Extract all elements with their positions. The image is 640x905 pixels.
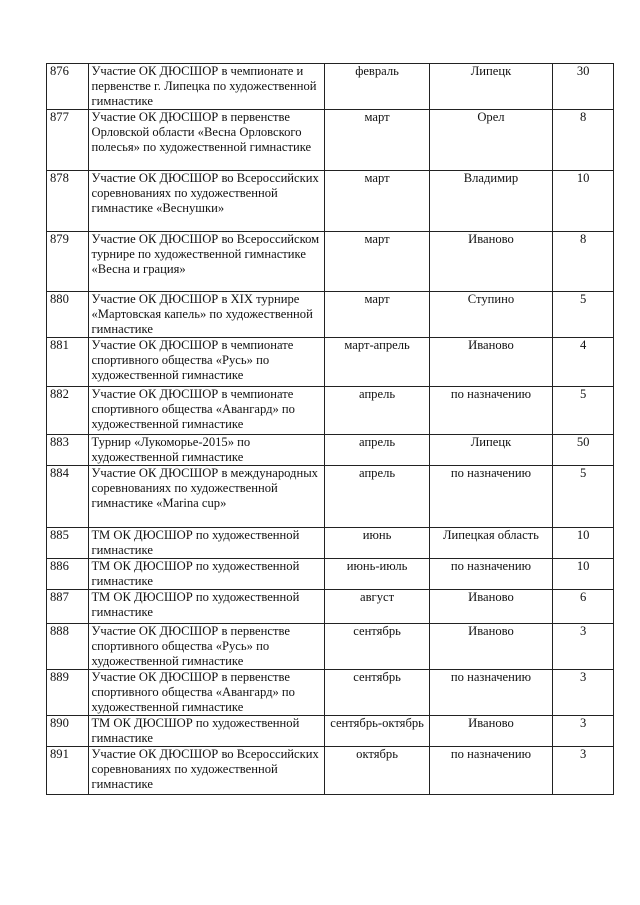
event-time: сентябрь (325, 670, 429, 716)
event-name: Участие ОК ДЮСШОР во Всероссийских соревнованиях по художественной гимнастике (88, 747, 325, 795)
event-place: по назначению (429, 466, 553, 528)
table-row (47, 64, 614, 110)
row-number: 885 (47, 528, 89, 559)
event-name: Участие ОК ДЮСШОР в XIX турнире «Мартовская капель» по художественной гимнастике (88, 292, 325, 338)
table-row (47, 387, 614, 435)
participant-count: 3 (553, 624, 614, 670)
table-row (47, 559, 614, 590)
participant-count: 6 (553, 590, 614, 624)
participant-count: 8 (553, 232, 614, 292)
event-place: Ступино (429, 292, 553, 338)
event-name: Участие ОК ДЮСШОР в чемпионате и первенстве г. Липецка по художественной гимнастике (88, 64, 325, 110)
event-time: март (325, 232, 429, 292)
event-name: Участие ОК ДЮСШОР в первенстве Орловской области «Весна Орловского полесья» по художественной гимнастике (88, 110, 325, 171)
event-time: апрель (325, 387, 429, 435)
row-number: 880 (47, 292, 89, 338)
table-row (47, 338, 614, 387)
event-place: по назначению (429, 387, 553, 435)
row-number: 888 (47, 624, 89, 670)
row-number: 876 (47, 64, 89, 110)
event-name: ТМ ОК ДЮСШОР по художественной гимнастике (88, 590, 325, 624)
event-name: Участие ОК ДЮСШОР в чемпионате спортивного общества «Авангард» по художественной гимнастике (88, 387, 325, 435)
row-number: 884 (47, 466, 89, 528)
event-place: Орел (429, 110, 553, 171)
participant-count: 8 (553, 110, 614, 171)
event-time: октябрь (325, 747, 429, 795)
event-name: Участие ОК ДЮСШОР в чемпионате спортивного общества «Русь» по художественной гимнастике (88, 338, 325, 387)
table-row (47, 435, 614, 466)
event-place: по назначению (429, 747, 553, 795)
participant-count: 10 (553, 559, 614, 590)
participant-count: 50 (553, 435, 614, 466)
event-place: по назначению (429, 670, 553, 716)
event-time: сентябрь (325, 624, 429, 670)
event-time: сентябрь-октябрь (325, 716, 429, 747)
participant-count: 4 (553, 338, 614, 387)
event-place: Иваново (429, 624, 553, 670)
events-table-body (47, 64, 614, 795)
event-name: Турнир «Лукоморье-2015» по художественной гимнастике (88, 435, 325, 466)
event-time: март-апрель (325, 338, 429, 387)
event-time: март (325, 292, 429, 338)
row-number: 878 (47, 171, 89, 232)
event-time: март (325, 171, 429, 232)
event-name: Участие ОК ДЮСШОР в первенстве спортивного общества «Русь» по художественной гимнастике (88, 624, 325, 670)
row-number: 890 (47, 716, 89, 747)
event-place: Владимир (429, 171, 553, 232)
events-table (46, 63, 614, 795)
event-time: июнь (325, 528, 429, 559)
table-row (47, 528, 614, 559)
table-row (47, 466, 614, 528)
event-place: Липецк (429, 64, 553, 110)
row-number: 882 (47, 387, 89, 435)
event-place: Иваново (429, 232, 553, 292)
participant-count: 3 (553, 670, 614, 716)
row-number: 883 (47, 435, 89, 466)
event-time: апрель (325, 466, 429, 528)
event-time: апрель (325, 435, 429, 466)
event-name: Участие ОК ДЮСШОР в первенстве спортивного общества «Авангард» по художественной гимнастике (88, 670, 325, 716)
table-row (47, 624, 614, 670)
table-row (47, 292, 614, 338)
event-place: по назначению (429, 559, 553, 590)
row-number: 886 (47, 559, 89, 590)
participant-count: 10 (553, 528, 614, 559)
event-name: ТМ ОК ДЮСШОР по художественной гимнастике (88, 528, 325, 559)
row-number: 877 (47, 110, 89, 171)
event-place: Иваново (429, 338, 553, 387)
event-place: Иваново (429, 590, 553, 624)
row-number: 891 (47, 747, 89, 795)
event-time: август (325, 590, 429, 624)
participant-count: 10 (553, 171, 614, 232)
event-name: Участие ОК ДЮСШОР во Всероссийском турнире по художественной гимнастике «Весна и грация» (88, 232, 325, 292)
table-row (47, 670, 614, 716)
event-name: Участие ОК ДЮСШОР в международных соревнованиях по художественной гимнастике «Marina cup» (88, 466, 325, 528)
event-place: Иваново (429, 716, 553, 747)
event-name: ТМ ОК ДЮСШОР по художественной гимнастике (88, 559, 325, 590)
participant-count: 3 (553, 716, 614, 747)
participant-count: 3 (553, 747, 614, 795)
table-row (47, 110, 614, 171)
table-row (47, 171, 614, 232)
table-row (47, 590, 614, 624)
row-number: 879 (47, 232, 89, 292)
event-place: Липецкая область (429, 528, 553, 559)
table-row (47, 716, 614, 747)
participant-count: 5 (553, 292, 614, 338)
event-name: Участие ОК ДЮСШОР во Всероссийских соревнованиях по художественной гимнастике «Веснушки» (88, 171, 325, 232)
row-number: 887 (47, 590, 89, 624)
event-time: март (325, 110, 429, 171)
row-number: 881 (47, 338, 89, 387)
event-time: февраль (325, 64, 429, 110)
event-name: ТМ ОК ДЮСШОР по художественной гимнастике (88, 716, 325, 747)
row-number: 889 (47, 670, 89, 716)
event-time: июнь-июль (325, 559, 429, 590)
event-place: Липецк (429, 435, 553, 466)
table-row (47, 747, 614, 795)
table-row (47, 232, 614, 292)
participant-count: 30 (553, 64, 614, 110)
participant-count: 5 (553, 466, 614, 528)
participant-count: 5 (553, 387, 614, 435)
